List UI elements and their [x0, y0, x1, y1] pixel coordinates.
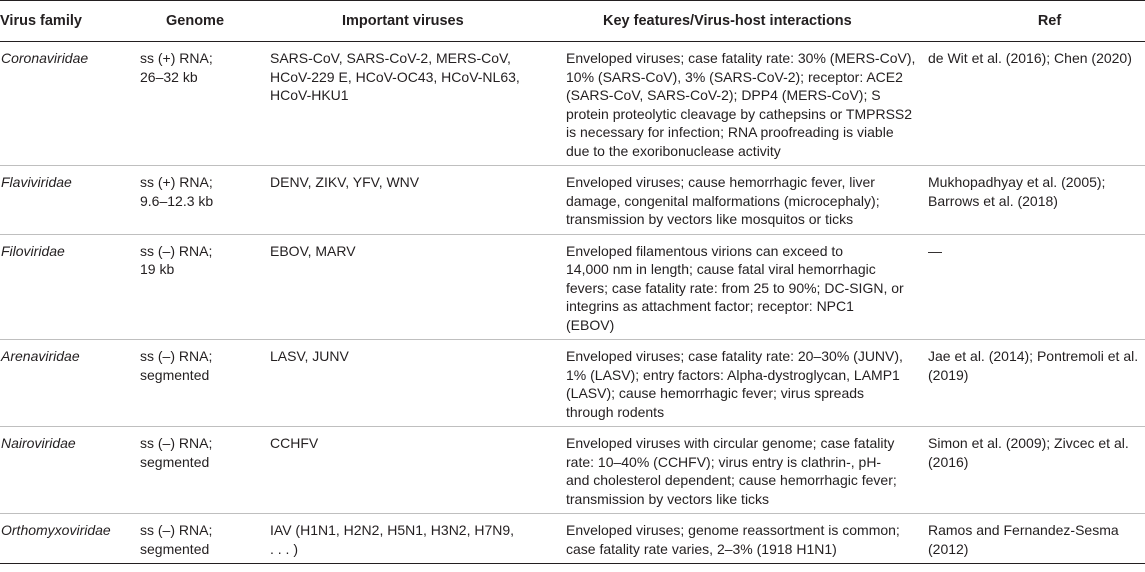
important-viruses-cell: SARS-CoV, SARS-CoV-2, MERS-CoV, HCoV-229 E, HCoV-OC43, HCoV-NL63, HCoV-HKU1 [268, 42, 562, 166]
ref-cell: — [924, 234, 1145, 340]
ref-cell: Simon et al. (2009); Zivcec et al. (2016) [924, 427, 1145, 514]
ref-cell: Jae et al. (2014); Pontremoli et al. (2019) [924, 340, 1145, 427]
virus-family-cell: Nairoviridae [0, 427, 112, 514]
header-row [0, 1, 1145, 42]
header-genome: Genome [112, 1, 268, 42]
table-row [0, 340, 1145, 427]
genome-cell: ss (+) RNA; 9.6–12.3 kb [112, 166, 268, 235]
virus-family-cell: Coronaviridae [0, 42, 112, 166]
important-viruses-cell: LASV, JUNV [268, 340, 562, 427]
important-viruses-cell: CCHFV [268, 427, 562, 514]
header-key-features: Key features/Virus-host interactions [562, 1, 924, 42]
table-row [0, 42, 1145, 166]
table-row [0, 234, 1145, 340]
key-features-cell: Enveloped viruses; genome reassortment is common; case fatality rate varies, 2–3% (1918 H1N1) [562, 514, 924, 564]
genome-cell: ss (+) RNA; 26–32 kb [112, 42, 268, 166]
ref-cell: de Wit et al. (2016); Chen (2020) [924, 42, 1145, 166]
table-row [0, 427, 1145, 514]
key-features-cell: Enveloped viruses with circular genome; case fatality rate: 10–40% (CCHFV); virus entry is clathrin-, pH- and cholesterol dependent; cause hemorrhagic fever; transmission by vectors like ticks [562, 427, 924, 514]
key-features-cell: Enveloped filamentous virions can exceed to 14,000 nm in length; cause fatal viral hemorrhagic fevers; case fatality rate: from 25 to 90%; DC-SIGN, or integrins as attachment factor; receptor: NPC1 (EBOV) [562, 234, 924, 340]
header-important-viruses: Important viruses [268, 1, 562, 42]
important-viruses-cell: DENV, ZIKV, YFV, WNV [268, 166, 562, 235]
virus-family-cell: Arenaviridae [0, 340, 112, 427]
genome-cell: ss (–) RNA; 19 kb [112, 234, 268, 340]
key-features-cell: Enveloped viruses; cause hemorrhagic fever, liver damage, congenital malformations (microcephaly); transmission by vectors like mosquitos or ticks [562, 166, 924, 235]
key-features-cell: Enveloped viruses; case fatality rate: 20–30% (JUNV), 1% (LASV); entry factors: Alpha-dystroglycan, LAMP1 (LASV); cause hemorrhagic fever; virus spreads through rodents [562, 340, 924, 427]
key-features-cell: Enveloped viruses; case fatality rate: 30% (MERS-CoV), 10% (SARS-CoV), 3% (SARS-CoV-2); receptor: ACE2 (SARS-CoV, SARS-CoV-2); DPP4 (MERS-CoV); S protein proteolytic cleavage by cathepsins or TMPRSS2 is necessary for infection; RNA proofreading is viable due to the exoribonuclease activity [562, 42, 924, 166]
ref-cell: Mukhopadhyay et al. (2005); Barrows et al. (2018) [924, 166, 1145, 235]
header-ref: Ref [924, 1, 1145, 42]
genome-cell: ss (–) RNA; segmented [112, 514, 268, 564]
table-row [0, 514, 1145, 564]
ref-cell: Ramos and Fernandez-Sesma (2012) [924, 514, 1145, 564]
header-virus-family: Virus family [0, 1, 112, 42]
virus-family-cell: Orthomyxoviridae [0, 514, 112, 564]
genome-cell: ss (–) RNA; segmented [112, 427, 268, 514]
table-header [0, 1, 1145, 42]
important-viruses-cell: IAV (H1N1, H2N2, H5N1, H3N2, H7N9, . . . ) [268, 514, 562, 564]
virus-family-cell: Flaviviridae [0, 166, 112, 235]
table-row [0, 166, 1145, 235]
genome-cell: ss (–) RNA; segmented [112, 340, 268, 427]
important-viruses-cell: EBOV, MARV [268, 234, 562, 340]
table-body [0, 42, 1145, 564]
virus-family-cell: Filoviridae [0, 234, 112, 340]
